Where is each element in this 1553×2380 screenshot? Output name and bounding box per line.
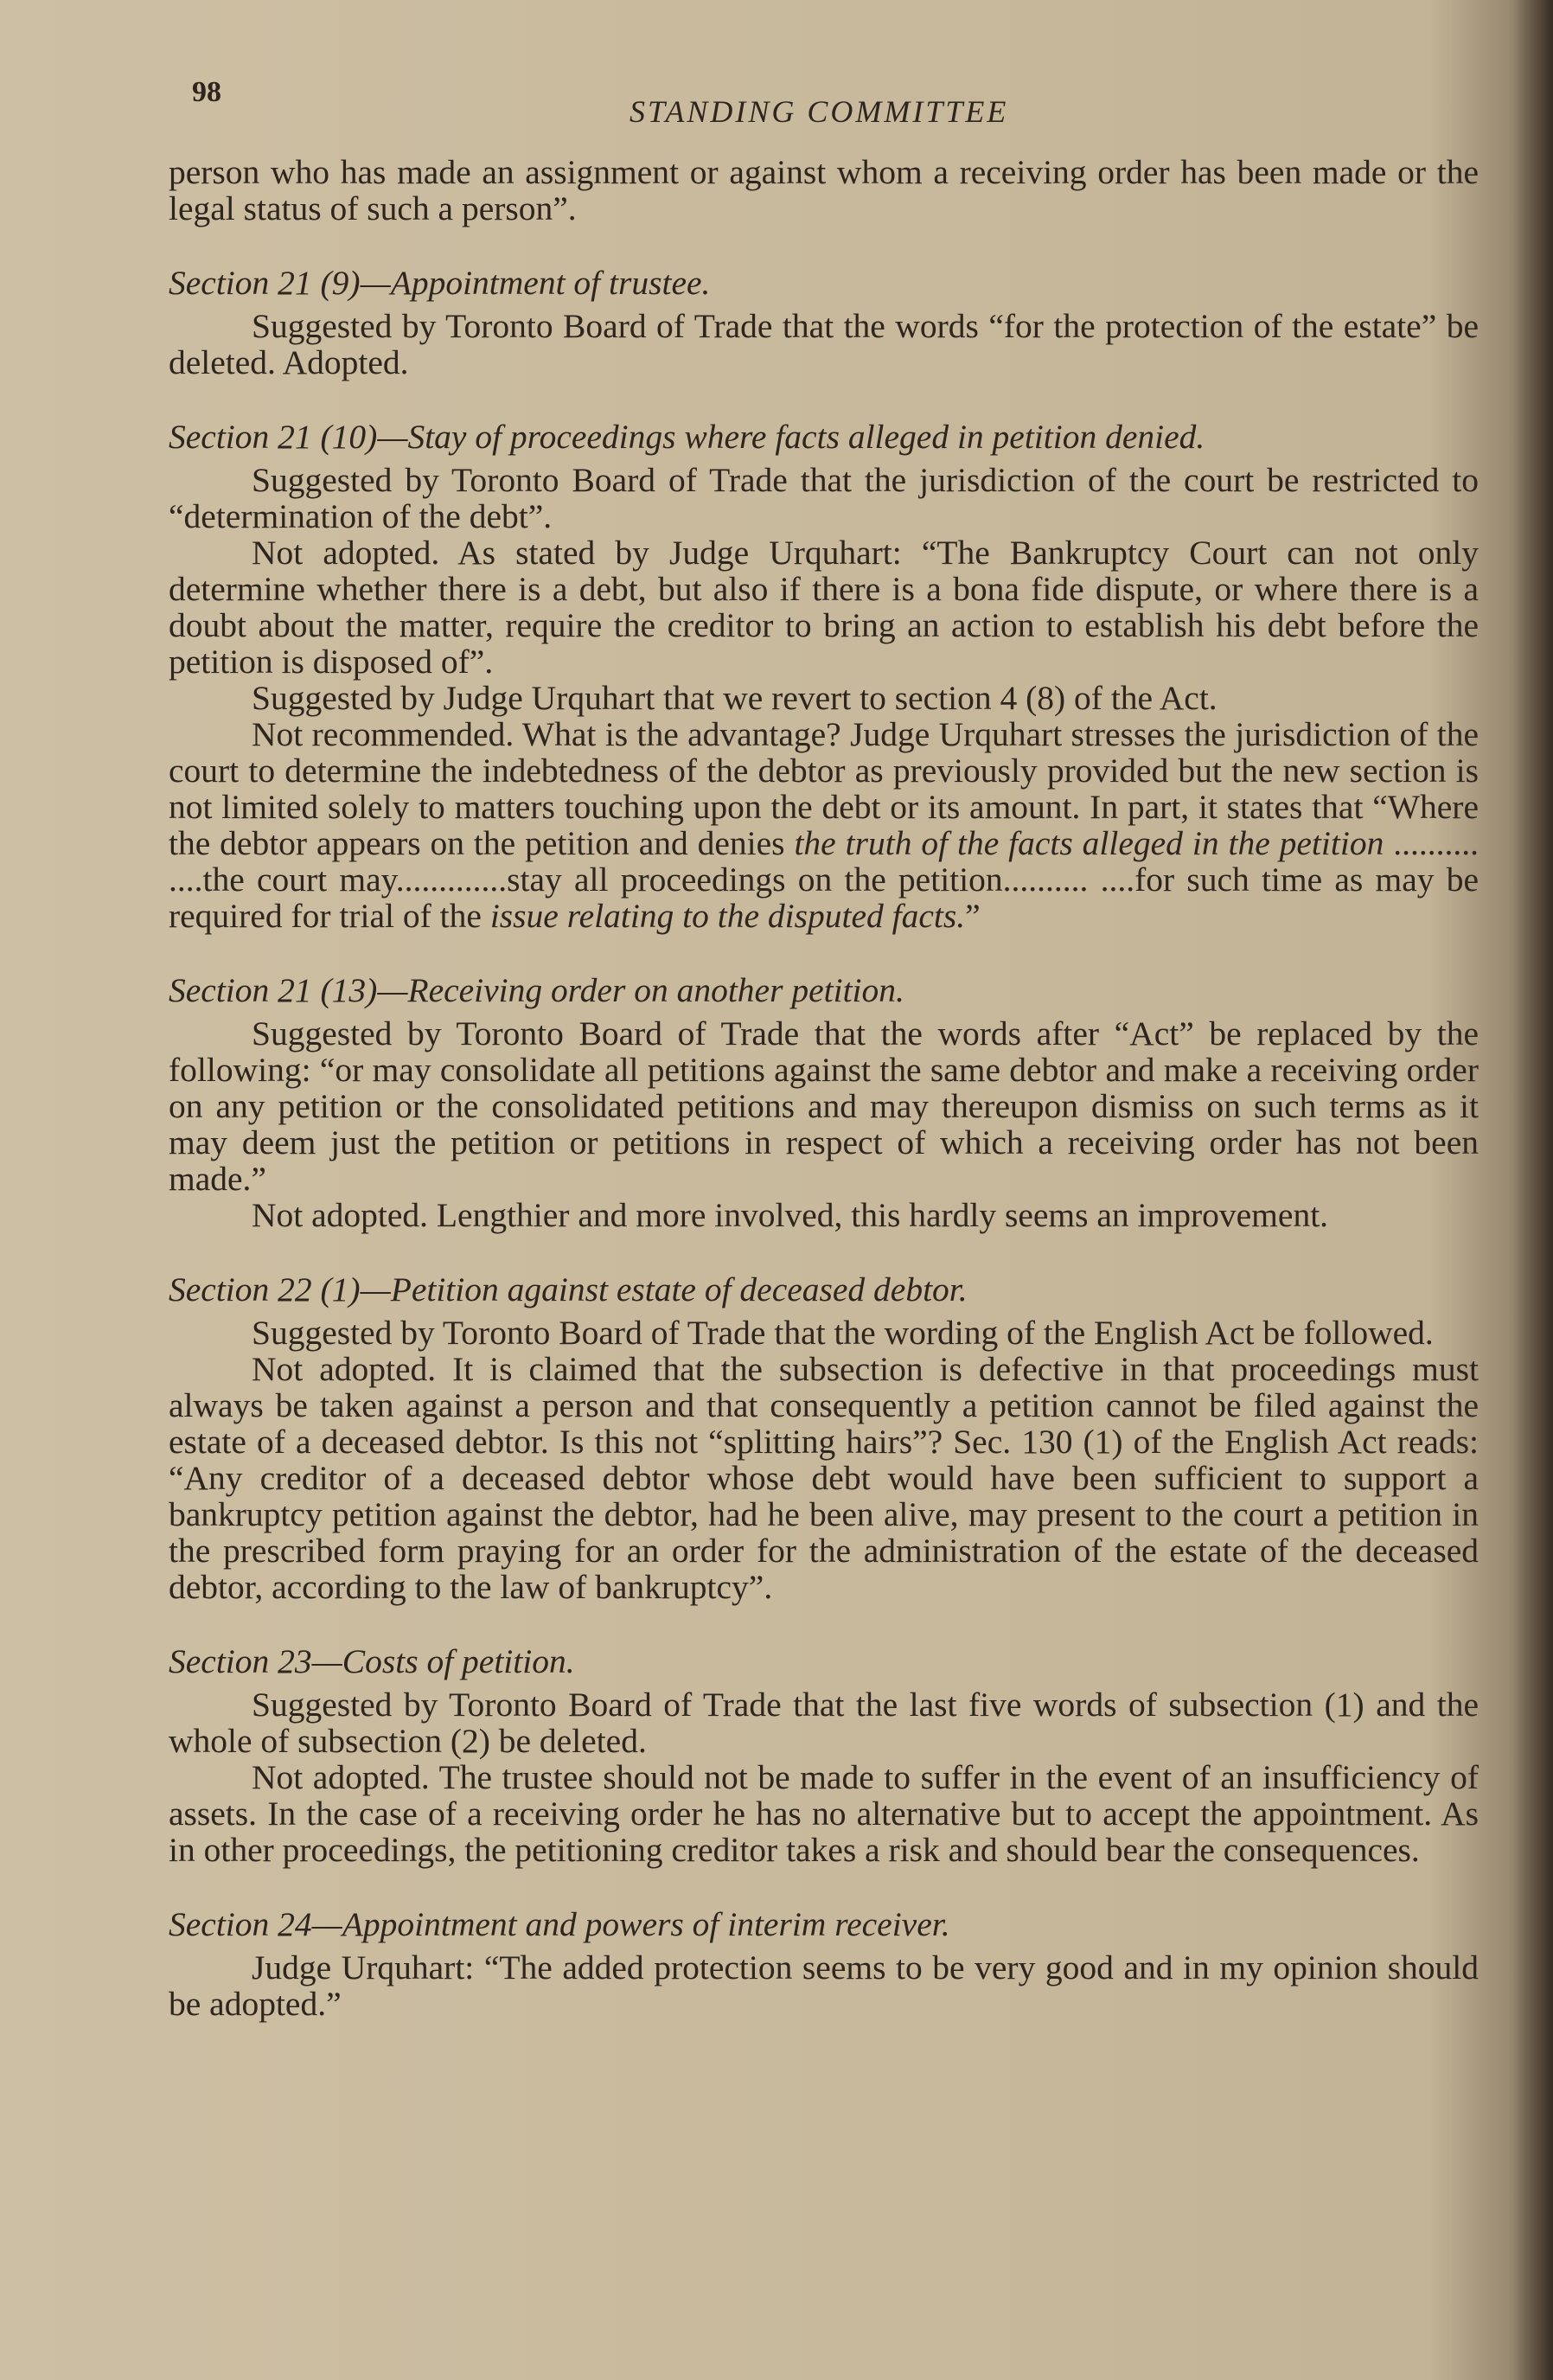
text-run: .......... ....the court may.............stay all proceedings on the petition.......... ....for such time as may be required for trial of the [169,824,1479,935]
italic-text-run: issue relating to the disputed facts. [489,897,966,935]
paragraph: Suggested by Judge Urquhart that we revert to section 4 (8) of the Act. [252,679,1217,717]
paragraph: Not adopted. As stated by Judge Urquhart: “The Bankruptcy Court can not only determine whether there is a debt, but also if there is a bona fide dispute, or where there is a doubt about the matter, require the creditor to bring an action to establish his debt before the petition is disposed of”. [169,534,1479,681]
paragraph: Suggested by Toronto Board of Trade that the words “for the protection of the estate” be deleted. Adopted. [169,307,1479,381]
text-run: Not recommended. What is the advantage? Judge Urquhart stresses the jurisdiction of the court to determine the indebtedness of the debtor as previously provided but the new section is not limited solely to matters touching upon the debt or its amount. In part, it states that “Where the debtor appears on the petition and denies [169,715,1479,862]
italic-text-run: the truth of the facts alleged in the petition [794,824,1384,862]
paragraph: Not adopted. It is claimed that the subsection is defective in that proceedings must always be taken against a person and that consequently a petition cannot be filed against the estate of a deceased debtor. Is this not “splitting hairs”? Sec. 130 (1) of the English Act reads: “Any creditor of a deceased debtor whose debt would have been sufficient to support a bankruptcy petition against the debtor, had he been alive, may present to the court a petition in the prescribed form praying for an order for the administration of the estate of the deceased debtor, according to the law of bankruptcy”. [169,1350,1479,1606]
paragraph-with-quote [169,716,1479,934]
section-heading-21-13: Section 21 (13)—Receiving order on another petition. [169,971,904,1009]
section-heading-22-1: Section 22 (1)—Petition against estate of deceased debtor. [169,1270,968,1308]
page-edge-shadow [1513,0,1553,2380]
paragraph: Not adopted. Lengthier and more involved, this hardly seems an improvement. [252,1196,1329,1234]
section-heading-21-10: Section 21 (10)—Stay of proceedings where facts alleged in petition denied. [169,418,1205,456]
paragraph: Not adopted. The trustee should not be made to suffer in the event of an insufficiency of assets. In the case of a receiving order he has no alternative but to accept the appointment. As in other proceedings, the petitioning creditor takes a risk and should bear the consequences. [169,1758,1479,1869]
paragraph: Suggested by Toronto Board of Trade that the words after “Act” be replaced by the following: “or may consolidate all petitions against the same debtor and make a receiving order on any petition or the consolidated petitions and may thereupon dismiss on such terms as it may deem just the petition or petitions in respect of which a receiving order has not been made.” [169,1014,1479,1198]
paragraph: Suggested by Toronto Board of Trade that the jurisdiction of the court be restricted to “determination of the debt”. [169,461,1479,535]
page-number: 98 [192,76,221,108]
section-heading-24: Section 24—Appointment and powers of interim receiver. [169,1905,950,1943]
section-heading-23: Section 23—Costs of petition. [169,1642,575,1680]
section-heading-21-9: Section 21 (9)—Appointment of trustee. [169,264,711,302]
text-run: ” [965,897,981,935]
running-head: STANDING COMMITTEE [630,94,1009,129]
page-body [169,154,1479,2022]
paragraph: Suggested by Toronto Board of Trade that the last five words of subsection (1) and the whole of subsection (2) be deleted. [169,1686,1479,1760]
paragraph: Judge Urquhart: “The added protection seems to be very good and in my opinion should be adopted.” [169,1948,1479,2023]
paragraph-continued: person who has made an assignment or against whom a receiving order has been made or the legal status of such a person”. [169,153,1479,227]
paragraph: Suggested by Toronto Board of Trade that the wording of the English Act be followed. [252,1314,1434,1352]
